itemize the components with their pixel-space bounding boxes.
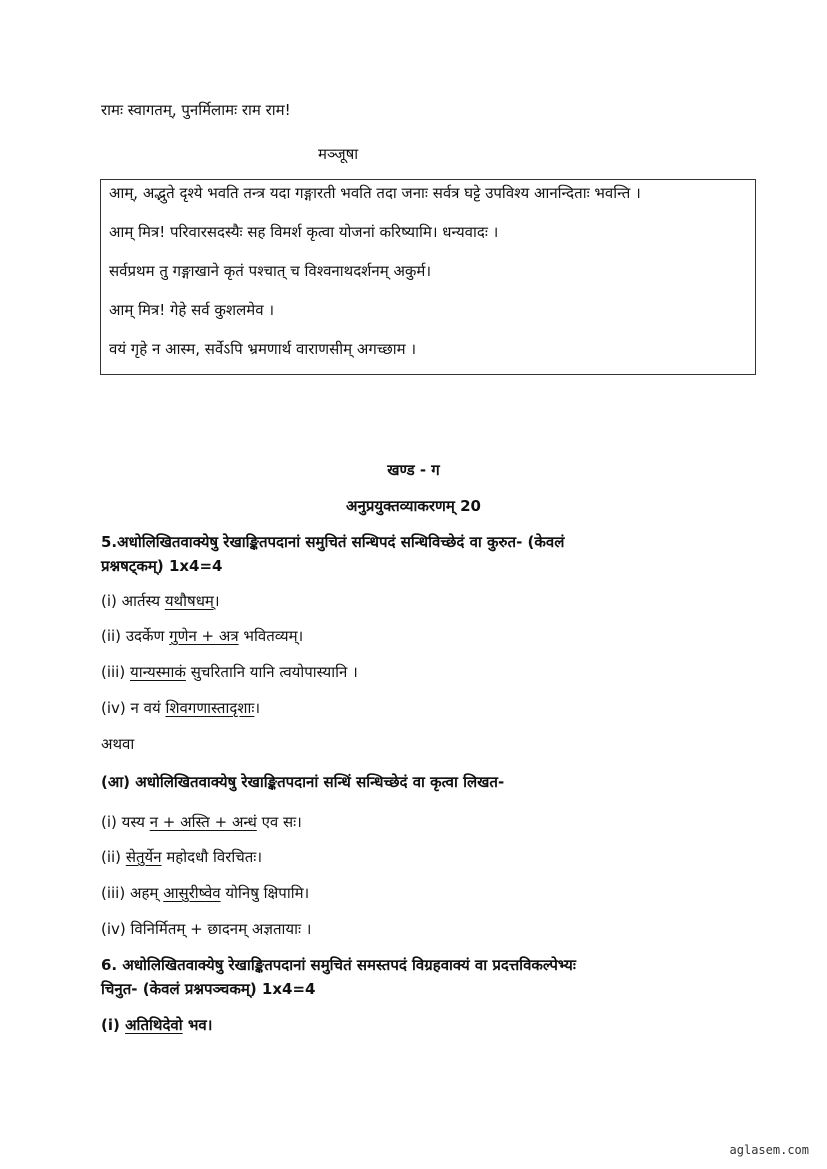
- section-subheading: अनुप्रयुक्तव्याकरणम् 20: [346, 497, 481, 515]
- underlined-term: गुणेन + अत्र: [169, 627, 239, 645]
- underlined-term: न + अस्ति + अन्धं: [149, 813, 257, 831]
- q5b-heading: (आ) अधोलिखितवाक्येषु रेखाङ्कितपदानां सन्धिं सन्धिच्छेदं वा कृत्वा लिखत-: [101, 773, 505, 791]
- item-number: (iii): [101, 663, 126, 681]
- q5-item: [101, 591, 220, 611]
- item-text: भवितव्यम्।: [243, 627, 304, 645]
- item-number: (iii): [101, 884, 126, 902]
- manjusha-box: [100, 179, 756, 375]
- item-text: यस्य: [121, 813, 145, 831]
- q6-instruction-line1: 6. अधोलिखितवाक्येषु रेखाङ्कितपदानां समुचितं समस्तपदं विग्रहवाक्यं वा प्रदत्तविकल्पेभ्यः: [101, 956, 576, 974]
- manjusha-item: आम् मित्र! परिवारसदस्यैः सह विमर्श कृत्वा योजनां करिष्यामि। धन्यवादः ।: [109, 223, 499, 241]
- q5-item: [101, 662, 358, 682]
- q5-item: [101, 698, 260, 718]
- manjusha-item: वयं गृहे न आस्म, सर्वेऽपि भ्रमणार्थ वाराणसीम् अगच्छाम ।: [109, 340, 417, 358]
- underlined-term: आसुरीष्वेव: [163, 884, 221, 902]
- section-heading: खण्ड - ग: [387, 461, 440, 479]
- q5b-item: [101, 883, 309, 903]
- q5-instruction-line2: प्रश्नषट्कम्) 1x4=4: [101, 557, 223, 575]
- manjusha-item: आम् मित्र! गेहे सर्व कुशलमेव ।: [109, 301, 275, 319]
- item-number: (iv): [101, 920, 126, 938]
- q5-item: [101, 626, 303, 646]
- item-number: (ii): [101, 627, 122, 645]
- item-number: (ii): [101, 848, 122, 866]
- q5b-item: [101, 847, 262, 867]
- intro-line: रामः स्वागतम्, पुनर्मिलामः राम राम!: [101, 101, 291, 119]
- item-text: न वयं: [130, 699, 161, 717]
- item-text: विनिर्मितम् + छादनम् अज्ञतायाः ।: [130, 920, 312, 938]
- underlined-term: शिवगणास्तादृशाः: [165, 699, 255, 717]
- q6-item: [101, 1015, 212, 1035]
- item-text: भव।: [187, 1016, 213, 1034]
- item-text: अहम्: [130, 884, 159, 902]
- manjusha-title: मञ्जूषा: [318, 145, 359, 163]
- underlined-term: यथौषधम्: [164, 592, 214, 610]
- underlined-term: यान्यस्माकं: [130, 663, 186, 681]
- item-number: (i): [101, 1016, 120, 1034]
- item-text: योनिषु क्षिपामि।: [225, 884, 310, 902]
- or-label: अथवा: [101, 735, 135, 753]
- item-text: आर्तस्य: [121, 592, 161, 610]
- item-text: ।: [213, 592, 220, 610]
- q6-instruction-line2: चिनुत- (केवलं प्रश्नपञ्चकम्) 1x4=4: [101, 980, 316, 998]
- item-text: एव सः।: [261, 813, 302, 831]
- q5-instruction-line1: 5.अधोलिखितवाक्येषु रेखाङ्कितपदानां समुचितं सन्धिपदं सन्धिविच्छेदं वा कुरुत- (केवलं: [101, 533, 565, 551]
- manjusha-item: सर्वप्रथम तु गङ्गाखाने कृतं पश्चात् च विश्वनाथदर्शनम् अकुर्म।: [109, 262, 432, 280]
- item-text: उदर्केण: [125, 627, 165, 645]
- footer-site: aglasem.com: [729, 1143, 809, 1157]
- item-text: महोदधौ विरचितः।: [166, 848, 263, 866]
- item-number: (i): [101, 813, 117, 831]
- underlined-term: सेतुर्येन: [125, 848, 162, 866]
- item-text: ।: [254, 699, 261, 717]
- underlined-term: अतिथिदेवो: [125, 1016, 183, 1034]
- item-number: (iv): [101, 699, 126, 717]
- manjusha-item: आम्, अद्भुते दृश्ये भवति तन्त्र यदा गङ्गारती भवति तदा जनाः सर्वत्र घट्टे उपविश्य आनन्दिताः भवन्ति ।: [109, 184, 641, 202]
- item-number: (i): [101, 592, 117, 610]
- q5b-item: [101, 812, 302, 832]
- item-text: सुचरितानि यानि त्वयोपास्यानि ।: [190, 663, 358, 681]
- q5b-item: [101, 919, 311, 939]
